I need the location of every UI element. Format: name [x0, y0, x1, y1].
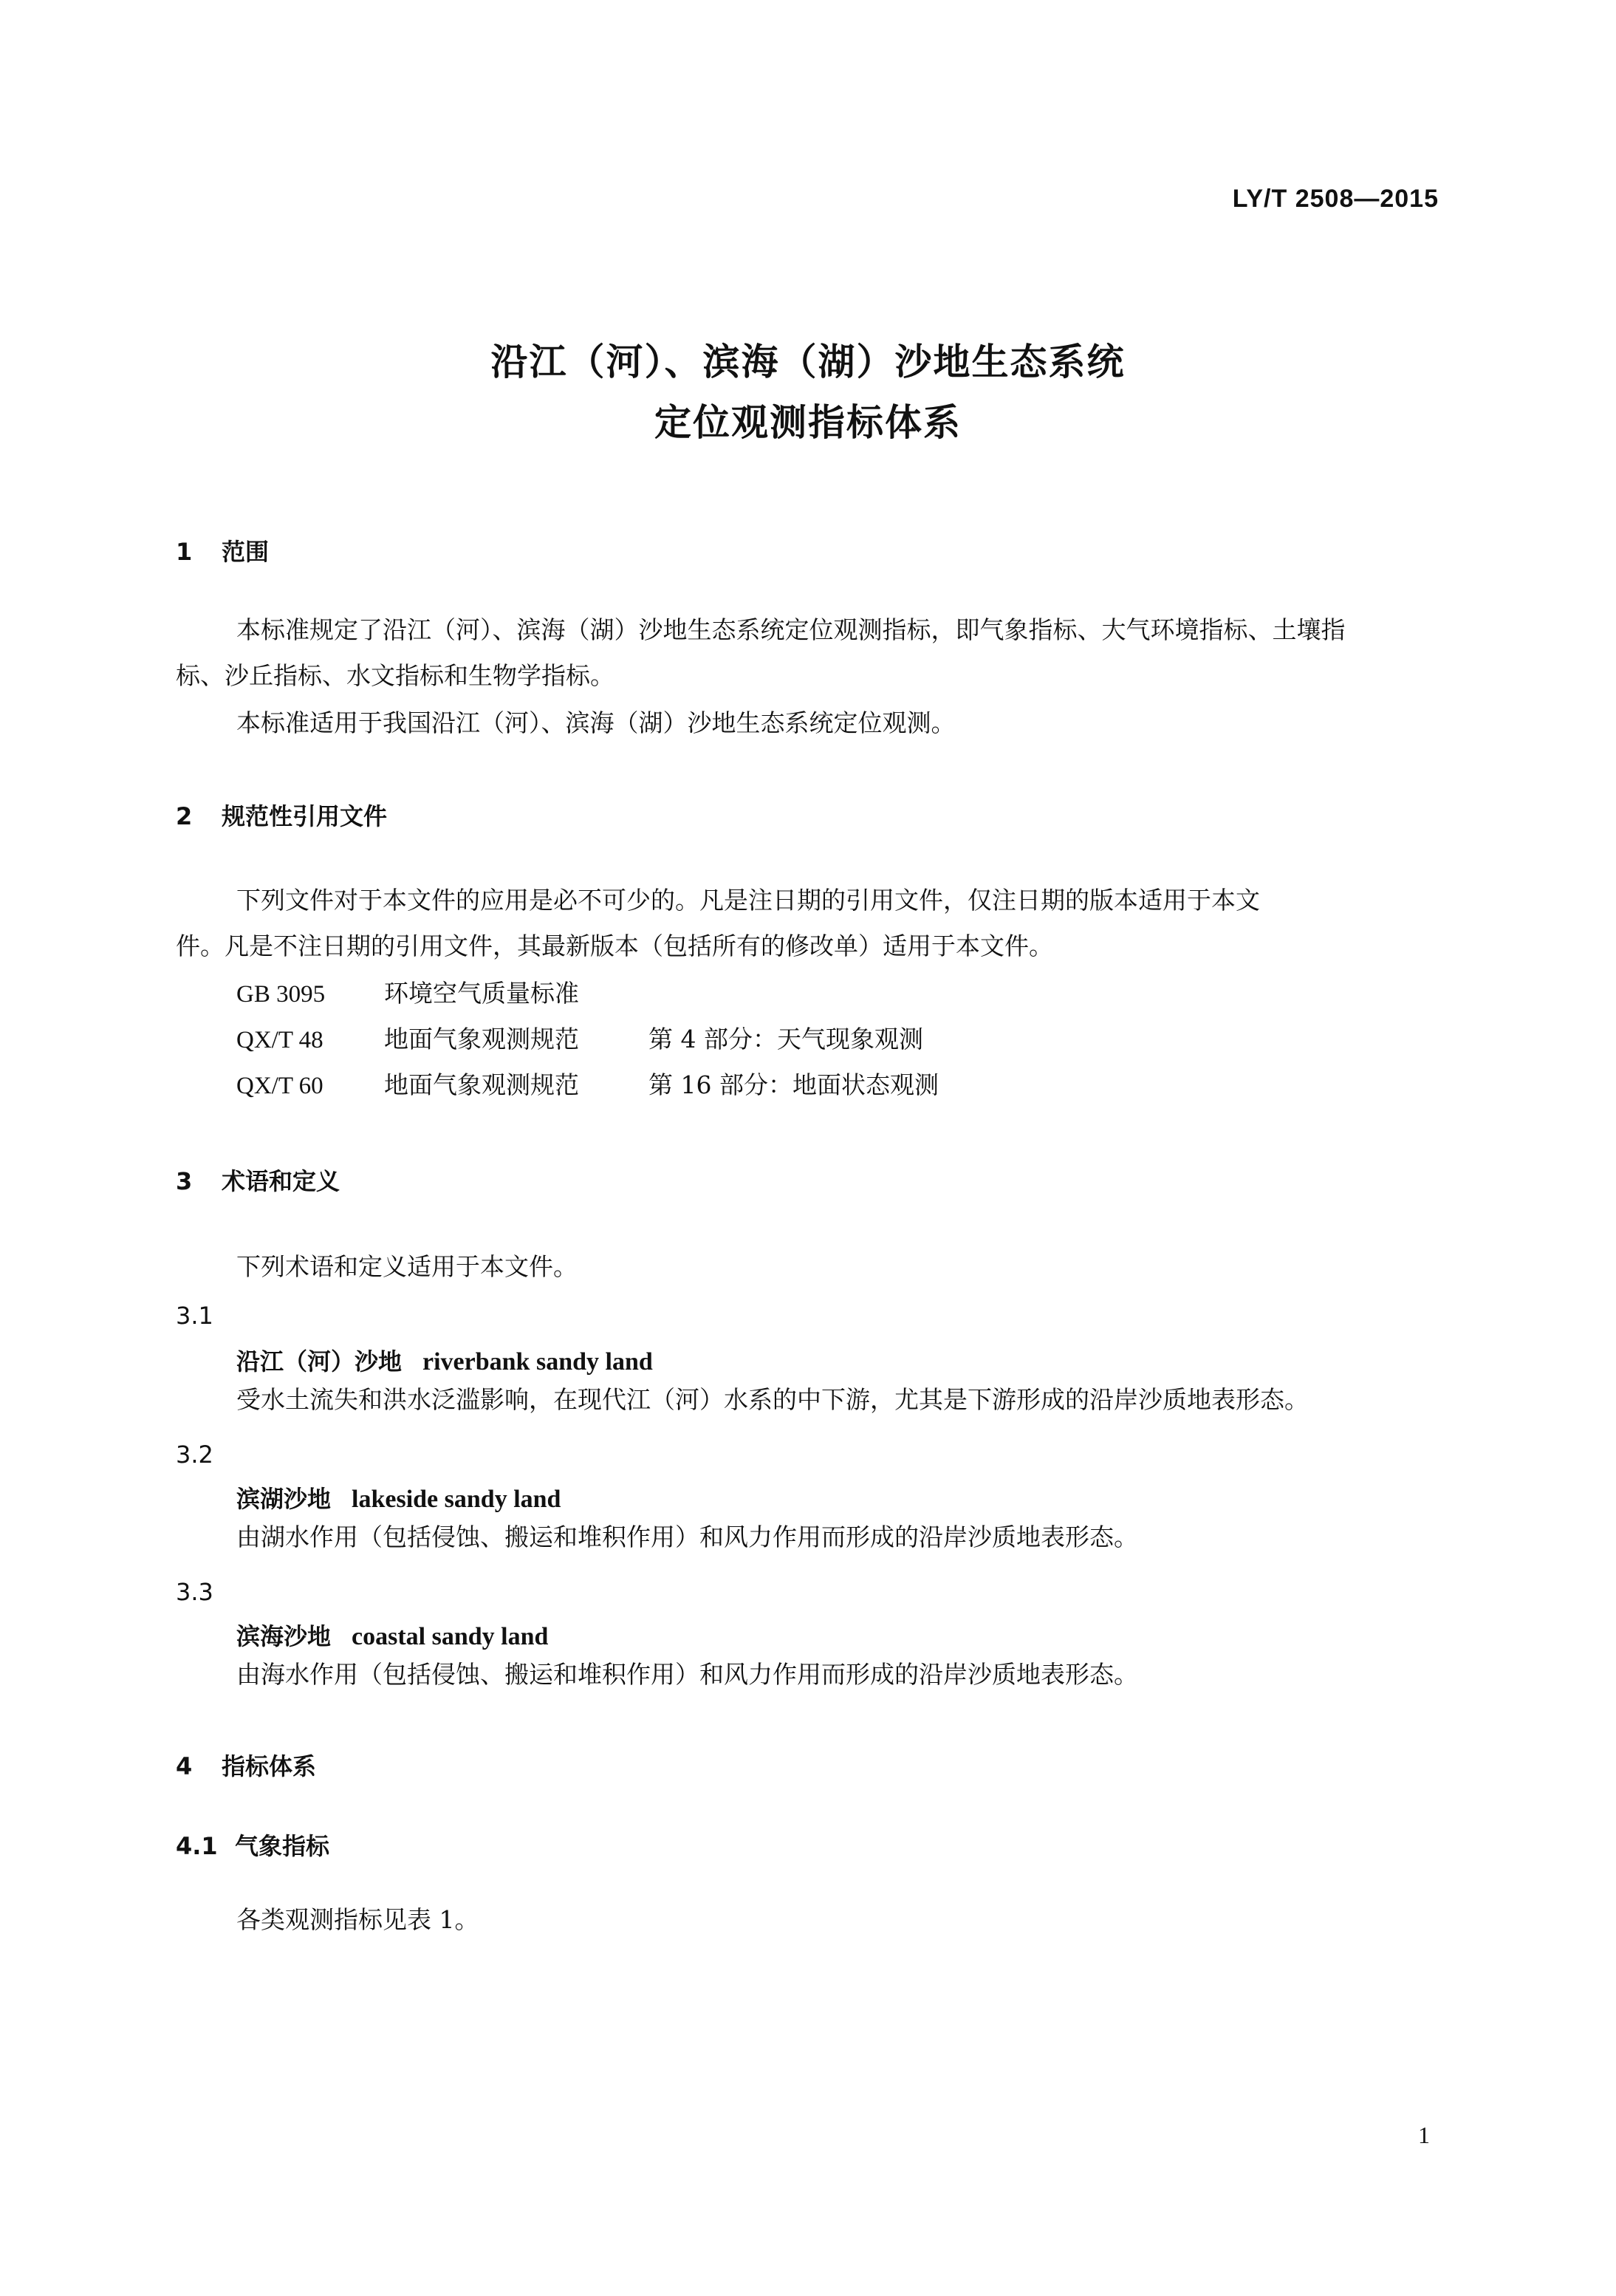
- reference-code: QX/T 48: [236, 1027, 323, 1053]
- term-zh: 沿江（河）沙地: [236, 1347, 403, 1376]
- subsection-4-1-text: 各类观测指标见表 1。: [236, 1905, 479, 1934]
- reference-code: QX/T 60: [236, 1073, 323, 1099]
- scope-paragraph-2: 本标准适用于我国沿江（河）、滨海（湖）沙地生态系统定位观测。: [236, 708, 956, 737]
- term-entry: [236, 1343, 653, 1377]
- standard-number: LY/T 2508—2015: [1232, 185, 1439, 213]
- reference-part: 第 4 部分：天气现象观测: [648, 1025, 923, 1053]
- term-entry: [236, 1480, 561, 1514]
- term-definition: 由湖水作用（包括侵蚀、搬运和堆积作用）和风力作用而形成的沿岸沙质地表形态。: [236, 1523, 1138, 1551]
- section-title: 指标体系: [222, 1752, 317, 1780]
- scope-paragraph-line2: 标、沙丘指标、水文指标和生物学指标。: [176, 661, 614, 690]
- term-entry: [236, 1618, 548, 1652]
- normative-paragraph-line2: 件。凡是不注日期的引用文件，其最新版本（包括所有的修改单）适用于本文件。: [176, 932, 1053, 960]
- term-number: 3.1: [176, 1302, 213, 1330]
- term-en: riverbank sandy land: [422, 1348, 653, 1376]
- page-number: 1: [1418, 2122, 1430, 2148]
- document-title-line1: 沿江（河）、滨海（湖）沙地生态系统: [490, 341, 1126, 383]
- term-definition: 受水土流失和洪水泛滥影响，在现代江（河）水系的中下游，尤其是下游形成的沿岸沙质地表形态。: [236, 1385, 1309, 1414]
- term-zh: 滨海沙地: [236, 1622, 332, 1650]
- section-title: 术语和定义: [222, 1167, 340, 1195]
- reference-code: GB 3095: [236, 981, 326, 1008]
- section-number: 3: [176, 1167, 193, 1195]
- reference-part: 第 16 部分：地面状态观测: [648, 1070, 939, 1099]
- subsection-title: 气象指标: [235, 1832, 330, 1860]
- terms-intro: 下列术语和定义适用于本文件。: [236, 1252, 578, 1281]
- reference-entry: [236, 971, 579, 1017]
- section-title: 范围: [222, 538, 270, 566]
- reference-title: 环境空气质量标准: [384, 979, 579, 1008]
- section-title: 规范性引用文件: [222, 802, 388, 830]
- normative-paragraph-line1: 下列文件对于本文件的应用是必不可少的。凡是注日期的引用文件，仅注日期的版本适用于本文: [236, 886, 1260, 915]
- section-number: 1: [176, 538, 193, 566]
- term-en: coastal sandy land: [352, 1623, 549, 1650]
- term-number: 3.2: [176, 1441, 213, 1469]
- section-number: 2: [176, 802, 193, 830]
- term-number: 3.3: [176, 1578, 213, 1606]
- term-zh: 滨湖沙地: [236, 1485, 332, 1513]
- reference-title: 地面气象观测规范: [384, 1070, 579, 1099]
- section-2-heading: [176, 798, 387, 832]
- subsection-number: 4.1: [176, 1832, 218, 1860]
- scope-paragraph-line1: 本标准规定了沿江（河）、滨海（湖）沙地生态系统定位观测指标，即气象指标、大气环境指标、土壤指: [236, 615, 1346, 644]
- term-definition: 由海水作用（包括侵蚀、搬运和堆积作用）和风力作用而形成的沿岸沙质地表形态。: [236, 1660, 1138, 1689]
- document-title-line2: 定位观测指标体系: [654, 401, 962, 444]
- section-1-heading: [176, 533, 269, 567]
- section-4-heading: [176, 1748, 316, 1782]
- reference-title: 地面气象观测规范: [384, 1025, 579, 1053]
- reference-entry: [236, 1017, 923, 1063]
- reference-entry: [236, 1062, 939, 1109]
- term-en: lakeside sandy land: [352, 1486, 561, 1513]
- section-number: 4: [176, 1752, 193, 1780]
- section-3-heading: [176, 1163, 340, 1197]
- subsection-4-1-heading: [176, 1828, 329, 1862]
